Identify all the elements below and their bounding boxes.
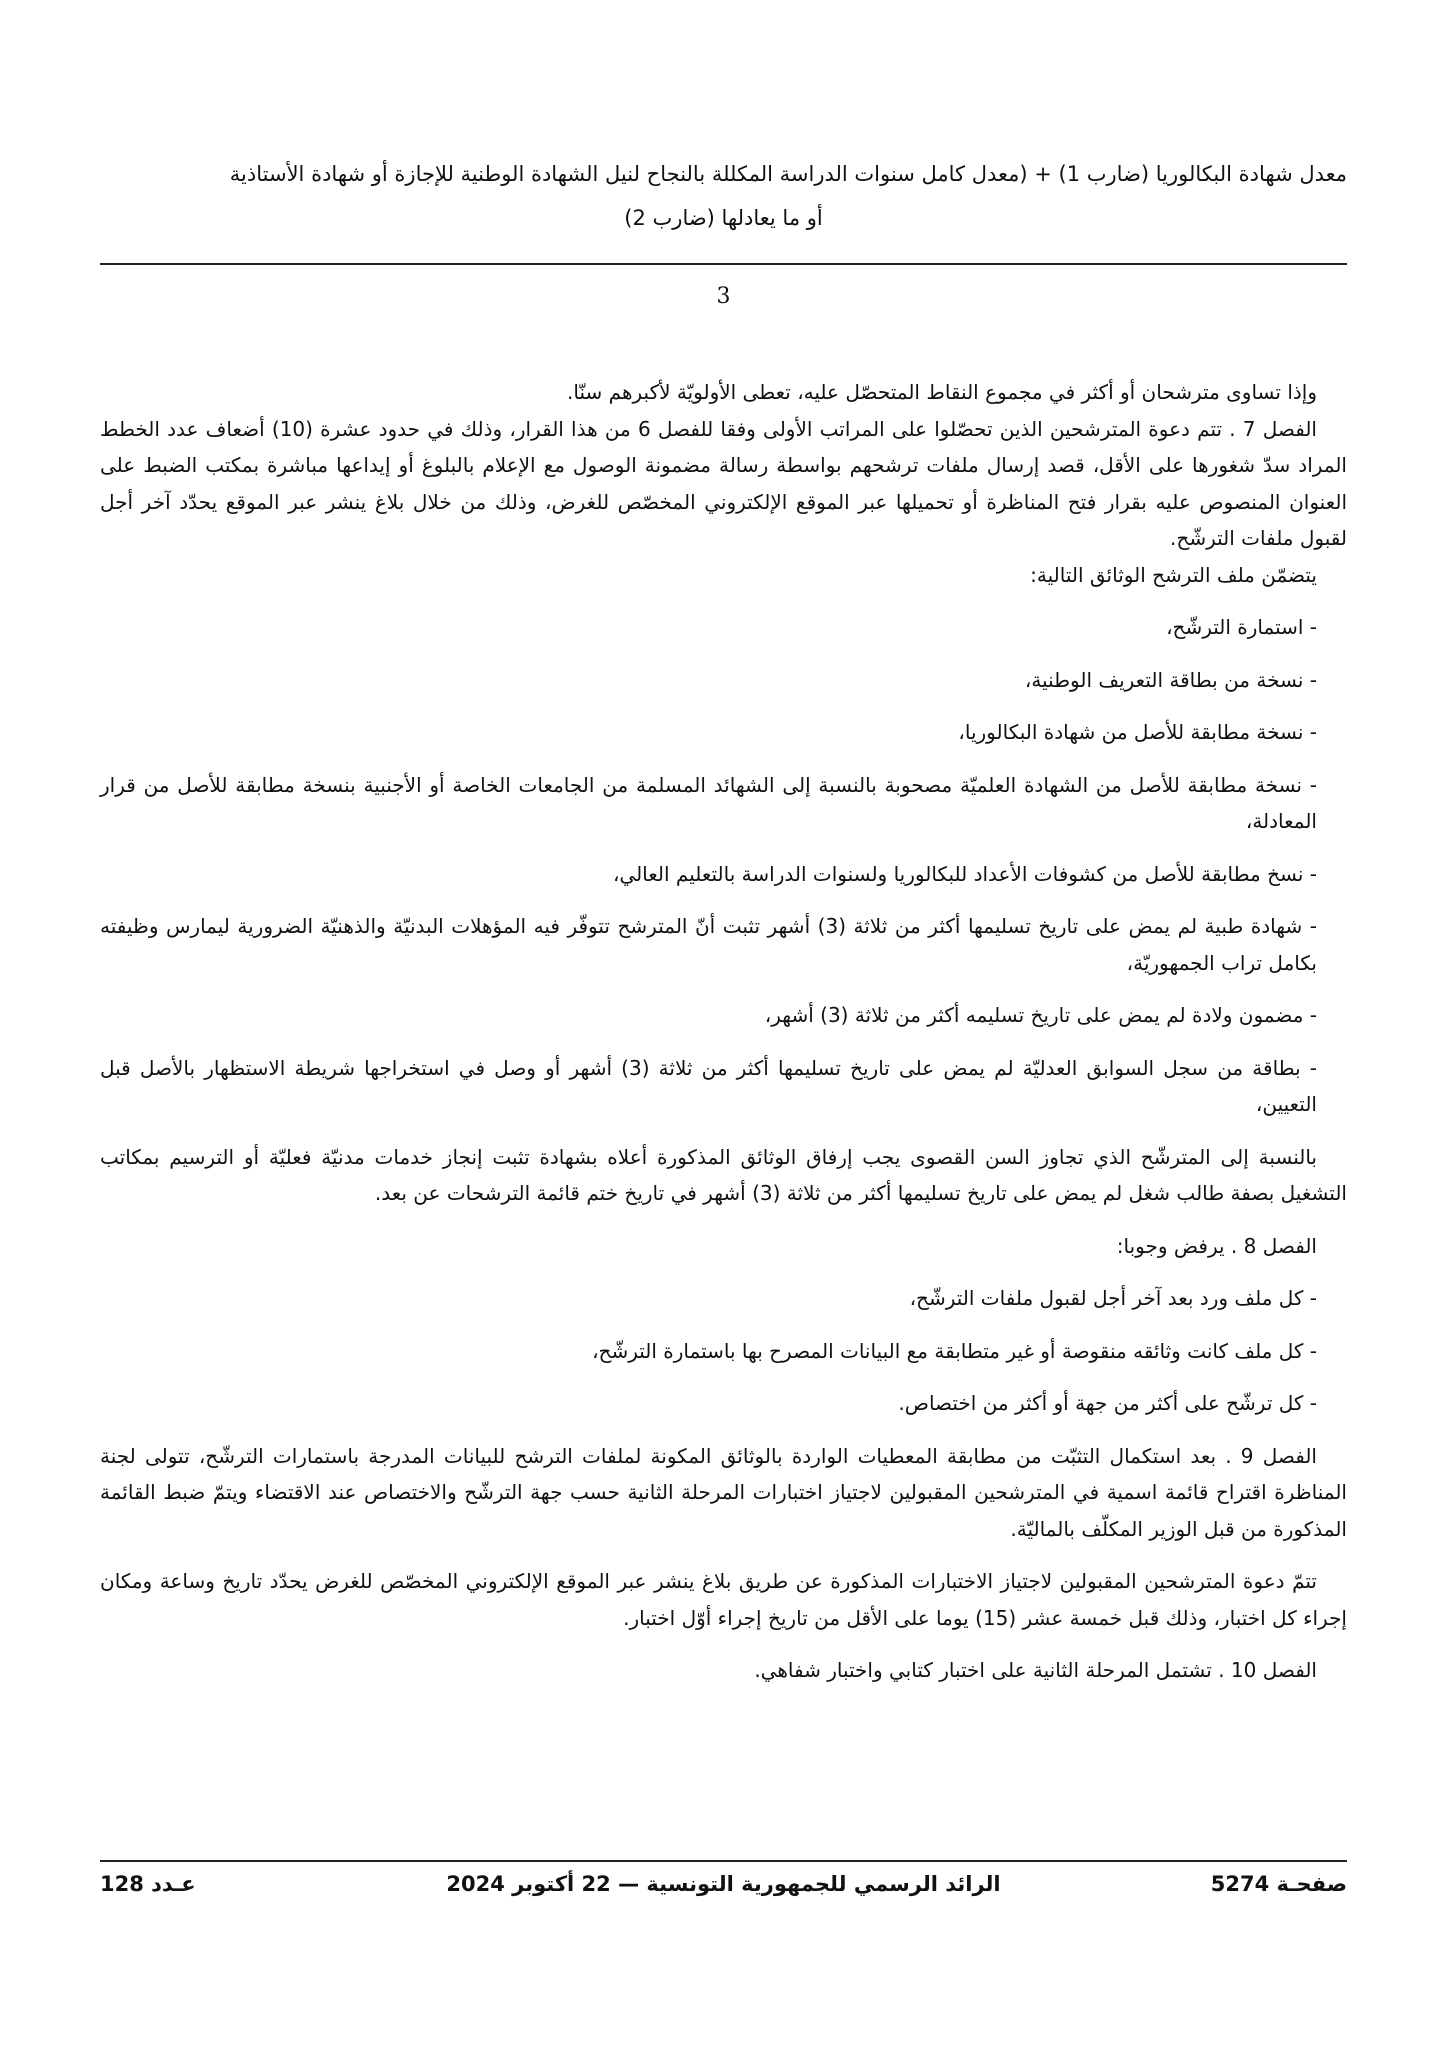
paragraph: تتمّ دعوة المترشحين المقبولين لاجتياز الاختبارات المذكورة عن طريق بلاغ ينشر عبر الموقع الإلكتروني المخصّص للغرض يحدّد تاريخ وساعة ومكان إجراء كل اختبار، وذلك قبل خمسة عشر (15) يوما على الأقل من تاريخ إجراء أوّل اختبار. bbox=[100, 1569, 1347, 1630]
list-item: - نسخة مطابقة للأصل من الشهادة العلميّة مصحوبة بالنسبة إلى الشهائد المسلمة من الجامعات الخاصة أو الأجنبية بنسخة مطابقة للأصل من قرار المعادلة، bbox=[100, 772, 1317, 833]
header-divider bbox=[100, 263, 1347, 265]
paragraph: يتضمّن ملف الترشح الوثائق التالية: bbox=[1030, 562, 1317, 587]
list-item: - مضمون ولادة لم يمض على تاريخ تسليمه أكثر من ثلاثة (3) أشهر، bbox=[764, 1003, 1317, 1027]
paragraph: وإذا تساوى مترشحان أو أكثر في مجموع النقاط المتحصّل عليه، تعطى الأولويّة لأكبرهم سنّا. bbox=[567, 380, 1317, 404]
list-item: - نسخة مطابقة للأصل من شهادة البكالوريا، bbox=[958, 720, 1317, 744]
section-number: 3 bbox=[716, 284, 731, 309]
article-8: الفصل 8 . يرفض وجوبا: bbox=[1116, 1233, 1317, 1258]
page-footer bbox=[100, 1872, 1347, 1912]
list-item: - شهادة طبية لم يمض على تاريخ تسليمها أكثر من ثلاثة (3) أشهر تثبت أنّ المترشح تتوفّر فيه المؤهلات البدنيّة والذهنيّة الضرورية ليمارس وظيفته بكامل تراب الجمهوريّة، bbox=[100, 914, 1317, 975]
list-item: - بطاقة من سجل السوابق العدليّة لم يمض على تاريخ تسليمها أكثر من ثلاثة (3) أشهر أو وصل في استخراجها شريطة الاستظهار بالأصل قبل التعيين، bbox=[100, 1055, 1317, 1116]
list-item: - كل ملف ورد بعد آخر أجل لقبول ملفات الترشّح، bbox=[909, 1286, 1317, 1310]
footer-issue-number: عـدد 128 bbox=[100, 1872, 196, 1896]
paragraph: بالنسبة إلى المترشّح الذي تجاوز السن القصوى يجب إرفاق الوثائق المذكورة أعلاه بشهادة تثبت إنجاز خدمات مدنيّة فعليّة أو الترسيم بمكاتب التشغيل بصفة طالب شغل لم يمض على تاريخ تسليمها أكثر من ثلاثة (3) أشهر في تاريخ ختم قائمة الترشحات عن بعد. bbox=[100, 1144, 1347, 1205]
article-7: الفصل 7 . تتم دعوة المترشحين الذين تحصّلوا على المراتب الأولى وفقا للفصل 6 من هذا القرار، وذلك في حدود عشرة (10) أضعاف عدد الخطط المراد سدّ شغورها على الأقل، قصد إرسال ملفات ترشحهم بواسطة رسالة مضمونة الوصول مع الإعلام بالبلوغ أو إيداعها مباشرة بمكتب الضبط على العنوان المنصوص عليه بقرار فتح المناظرة أو تحميلها عبر الموقع الإلكتروني المخصّص للغرض، وذلك من خلال بلاغ ينشر عبر الموقع يحدّد آخر أجل لقبول ملفات الترشّح. bbox=[100, 416, 1347, 550]
page-header-text bbox=[100, 152, 1347, 240]
header-line-1: معدل شهادة البكالوريا (ضارب 1) + (معدل كامل سنوات الدراسة المكللة بالنجاح لنيل الشهادة الوطنية للإجازة أو شهادة الأستاذية bbox=[229, 162, 1347, 186]
document-body bbox=[100, 374, 1347, 1689]
list-item: - نسخ مطابقة للأصل من كشوفات الأعداد للبكالوريا ولسنوات الدراسة بالتعليم العالي، bbox=[612, 861, 1317, 886]
footer-journal-title: الرائد الرسمي للجمهورية التونسية — 22 أكتوبر 2024 bbox=[446, 1872, 1001, 1896]
header-line-2: أو ما يعادلها (ضارب 2) bbox=[624, 206, 823, 230]
list-item: - نسخة من بطاقة التعريف الوطنية، bbox=[1024, 667, 1317, 692]
article-9: الفصل 9 . بعد استكمال التثبّت من مطابقة المعطيات الواردة بالوثائق المكونة لملفات الترشح للبيانات المدرجة باستمارات الترشّح، تتولى لجنة المناظرة اقتراح قائمة اسمية في المترشحين المقبولين لاجتياز اختبارات المرحلة الثانية حسب جهة الترشّح والاختصاص عند الاقتضاء ويتمّ ضبط القائمة المذكورة من قبل الوزير المكلّف بالماليّة. bbox=[100, 1443, 1347, 1541]
article-10: الفصل 10 . تشتمل المرحلة الثانية على اختبار كتابي واختبار شفاهي. bbox=[754, 1658, 1317, 1682]
list-item: - استمارة الترشّح، bbox=[1166, 615, 1317, 639]
footer-divider bbox=[100, 1860, 1347, 1862]
footer-page-label: صفحـة 5274 bbox=[1210, 1872, 1347, 1896]
list-item: - كل ترشّح على أكثر من جهة أو أكثر من اختصاص. bbox=[898, 1391, 1317, 1415]
list-item: - كل ملف كانت وثائقه منقوصة أو غير متطابقة مع البيانات المصرح بها باستمارة الترشّح، bbox=[592, 1338, 1317, 1363]
